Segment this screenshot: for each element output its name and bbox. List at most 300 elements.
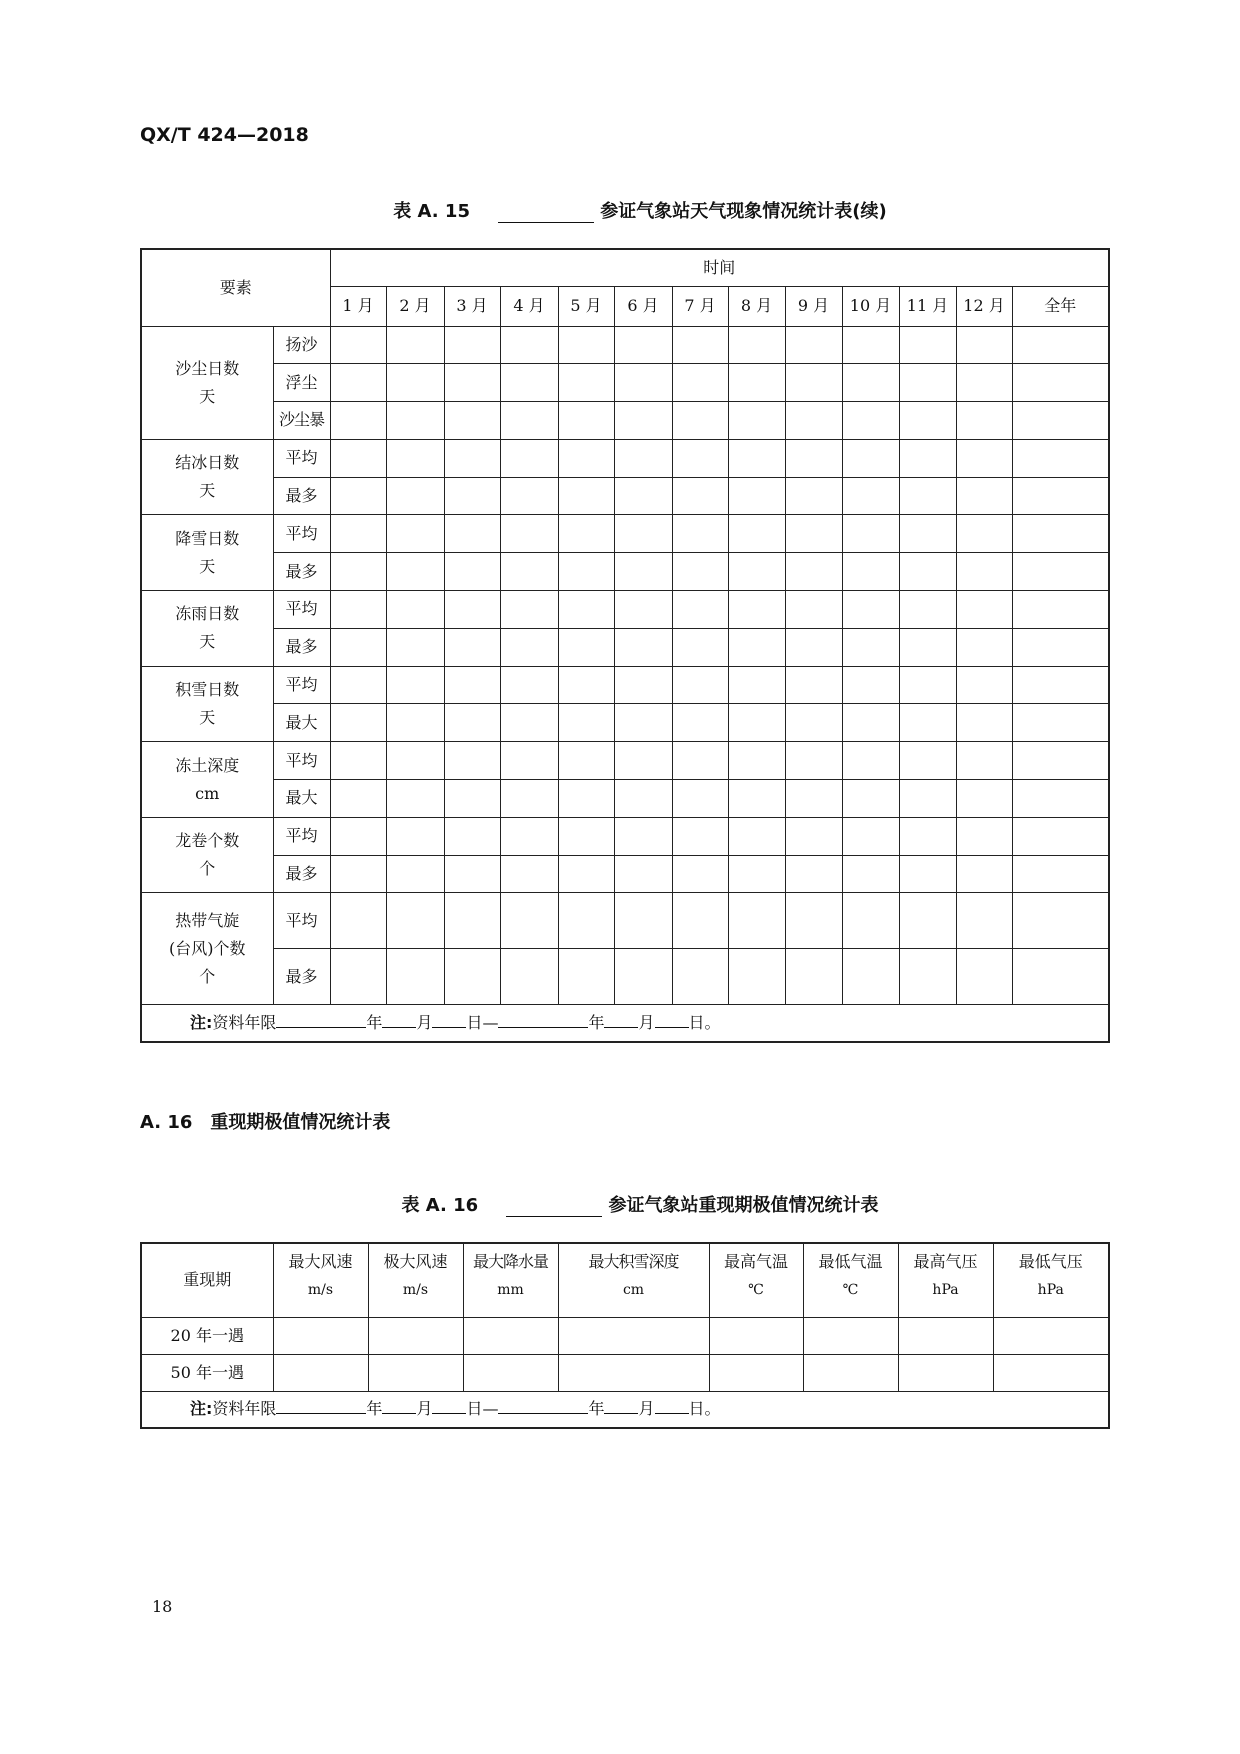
sub-element-label: 最多 <box>273 477 330 515</box>
data-cell[interactable] <box>463 1354 558 1391</box>
data-cell[interactable] <box>330 780 386 818</box>
data-cell[interactable] <box>842 553 899 591</box>
data-cell[interactable] <box>956 591 1012 629</box>
data-cell[interactable] <box>1012 553 1109 591</box>
data-cell[interactable] <box>614 553 672 591</box>
data-cell[interactable] <box>1012 326 1109 364</box>
data-cell[interactable] <box>1012 477 1109 515</box>
data-cell[interactable] <box>614 893 672 949</box>
data-cell[interactable] <box>709 1354 803 1391</box>
month-header: 全年 <box>1012 286 1109 326</box>
data-cell[interactable] <box>899 515 956 553</box>
data-cell[interactable] <box>273 1354 368 1391</box>
data-cell[interactable] <box>956 742 1012 780</box>
element-label-line: 冻土深度 <box>175 755 240 775</box>
table-row <box>141 326 1109 364</box>
data-cell[interactable] <box>672 439 728 477</box>
column-header <box>463 1243 558 1317</box>
data-cell[interactable] <box>785 780 842 818</box>
month-header: 3 月 <box>444 286 500 326</box>
data-cell[interactable] <box>672 364 728 402</box>
data-cell[interactable] <box>899 893 956 949</box>
data-cell[interactable] <box>1012 855 1109 893</box>
data-cell[interactable] <box>842 817 899 855</box>
data-cell[interactable] <box>558 515 614 553</box>
data-cell[interactable] <box>956 402 1012 440</box>
column-header <box>273 1243 368 1317</box>
caption-title: 参证气象站天气现象情况统计表(续) <box>600 201 887 222</box>
table-row <box>141 628 1109 666</box>
column-header <box>558 1243 709 1317</box>
element-label-line: 天 <box>199 632 216 652</box>
data-cell[interactable] <box>956 628 1012 666</box>
data-cell[interactable] <box>330 704 386 742</box>
data-cell[interactable] <box>558 402 614 440</box>
data-cell[interactable] <box>672 402 728 440</box>
data-cell[interactable] <box>1012 817 1109 855</box>
blank-field <box>655 1011 689 1028</box>
data-cell[interactable] <box>672 591 728 629</box>
data-cell[interactable] <box>386 780 444 818</box>
data-cell[interactable] <box>330 893 386 949</box>
data-cell[interactable] <box>785 949 842 1005</box>
data-cell[interactable] <box>842 893 899 949</box>
data-cell[interactable] <box>728 949 785 1005</box>
data-cell[interactable] <box>899 364 956 402</box>
sub-element-label: 平均 <box>273 591 330 629</box>
data-cell[interactable] <box>330 817 386 855</box>
month-header: 11 月 <box>899 286 956 326</box>
data-cell[interactable] <box>956 515 1012 553</box>
data-cell[interactable] <box>842 628 899 666</box>
data-cell[interactable] <box>444 515 500 553</box>
data-cell[interactable] <box>386 817 444 855</box>
sub-element-label: 平均 <box>273 893 330 949</box>
data-cell[interactable] <box>444 591 500 629</box>
data-cell[interactable] <box>956 893 1012 949</box>
element-label-line: 天 <box>199 707 216 727</box>
data-cell[interactable] <box>672 628 728 666</box>
sub-element-label: 扬沙 <box>273 326 330 364</box>
data-cell[interactable] <box>842 780 899 818</box>
table-row <box>141 855 1109 893</box>
month-header: 12 月 <box>956 286 1012 326</box>
blank-field <box>382 1397 416 1414</box>
data-cell[interactable] <box>728 515 785 553</box>
data-cell[interactable] <box>728 855 785 893</box>
data-cell[interactable] <box>672 477 728 515</box>
table-a16-caption <box>0 1191 1240 1217</box>
data-cell[interactable] <box>728 553 785 591</box>
data-cell[interactable] <box>386 326 444 364</box>
data-cell[interactable] <box>842 704 899 742</box>
data-cell[interactable] <box>444 949 500 1005</box>
data-cell[interactable] <box>614 742 672 780</box>
data-cell[interactable] <box>330 326 386 364</box>
column-header <box>993 1243 1109 1317</box>
data-cell[interactable] <box>728 780 785 818</box>
month-header: 5 月 <box>558 286 614 326</box>
data-cell[interactable] <box>614 949 672 1005</box>
data-cell[interactable] <box>899 326 956 364</box>
sub-element-label: 平均 <box>273 515 330 553</box>
element-label <box>141 817 273 893</box>
data-cell[interactable] <box>558 326 614 364</box>
data-cell[interactable] <box>956 364 1012 402</box>
data-cell[interactable] <box>842 364 899 402</box>
data-cell[interactable] <box>368 1354 463 1391</box>
data-cell[interactable] <box>785 326 842 364</box>
element-label <box>141 439 273 515</box>
return-period-label: 50 年一遇 <box>141 1354 273 1391</box>
data-cell[interactable] <box>500 780 558 818</box>
data-cell[interactable] <box>672 553 728 591</box>
column-name: 最高气压 <box>913 1252 978 1271</box>
data-cell[interactable] <box>956 666 1012 704</box>
data-cell[interactable] <box>899 553 956 591</box>
data-cell[interactable] <box>386 364 444 402</box>
data-cell[interactable] <box>785 742 842 780</box>
data-cell[interactable] <box>444 704 500 742</box>
data-cell[interactable] <box>1012 439 1109 477</box>
data-cell[interactable] <box>785 477 842 515</box>
data-cell[interactable] <box>444 364 500 402</box>
data-cell[interactable] <box>803 1317 898 1354</box>
data-cell[interactable] <box>330 949 386 1005</box>
data-cell[interactable] <box>728 817 785 855</box>
column-unit: hPa <box>1037 1282 1064 1298</box>
data-cell[interactable] <box>672 817 728 855</box>
data-cell[interactable] <box>728 402 785 440</box>
data-cell[interactable] <box>500 515 558 553</box>
data-cell[interactable] <box>386 666 444 704</box>
data-cell[interactable] <box>386 855 444 893</box>
data-cell[interactable] <box>785 666 842 704</box>
data-cell[interactable] <box>1012 780 1109 818</box>
data-cell[interactable] <box>898 1317 993 1354</box>
data-cell[interactable] <box>785 591 842 629</box>
data-cell[interactable] <box>728 893 785 949</box>
data-cell[interactable] <box>993 1354 1109 1391</box>
data-cell[interactable] <box>500 402 558 440</box>
data-cell[interactable] <box>899 402 956 440</box>
data-cell[interactable] <box>444 402 500 440</box>
data-cell[interactable] <box>728 439 785 477</box>
data-cell[interactable] <box>1012 666 1109 704</box>
data-cell[interactable] <box>500 553 558 591</box>
data-cell[interactable] <box>614 326 672 364</box>
data-cell[interactable] <box>500 591 558 629</box>
section-number: A. 16 <box>140 1112 193 1133</box>
page-number: 18 <box>152 1597 173 1616</box>
element-label-line: 天 <box>199 481 216 501</box>
data-cell[interactable] <box>500 893 558 949</box>
table-row <box>141 515 1109 553</box>
data-cell[interactable] <box>444 855 500 893</box>
data-cell[interactable] <box>899 477 956 515</box>
data-cell[interactable] <box>672 893 728 949</box>
data-cell[interactable] <box>386 742 444 780</box>
data-cell[interactable] <box>899 780 956 818</box>
data-cell[interactable] <box>1012 591 1109 629</box>
data-cell[interactable] <box>500 364 558 402</box>
data-cell[interactable] <box>330 364 386 402</box>
note-day: 日。 <box>688 1013 721 1033</box>
data-cell[interactable] <box>956 949 1012 1005</box>
data-cell[interactable] <box>444 628 500 666</box>
data-cell[interactable] <box>558 855 614 893</box>
data-cell[interactable] <box>728 477 785 515</box>
data-cell[interactable] <box>956 780 1012 818</box>
data-cell[interactable] <box>500 817 558 855</box>
element-label <box>141 742 273 818</box>
data-cell[interactable] <box>330 591 386 629</box>
data-cell[interactable] <box>785 515 842 553</box>
sub-element-label: 平均 <box>273 666 330 704</box>
data-cell[interactable] <box>614 628 672 666</box>
data-cell[interactable] <box>672 780 728 818</box>
data-cell[interactable] <box>614 817 672 855</box>
data-cell[interactable] <box>899 439 956 477</box>
data-cell[interactable] <box>558 780 614 818</box>
data-cell[interactable] <box>785 402 842 440</box>
data-cell[interactable] <box>558 742 614 780</box>
data-cell[interactable] <box>386 477 444 515</box>
sub-element-label: 平均 <box>273 439 330 477</box>
data-cell[interactable] <box>1012 628 1109 666</box>
column-unit: hPa <box>932 1282 959 1298</box>
data-cell[interactable] <box>614 515 672 553</box>
data-cell[interactable] <box>444 817 500 855</box>
month-header: 1 月 <box>330 286 386 326</box>
data-cell[interactable] <box>803 1354 898 1391</box>
sub-element-label: 最多 <box>273 855 330 893</box>
element-label-line: 天 <box>199 386 216 406</box>
data-cell[interactable] <box>444 553 500 591</box>
data-cell[interactable] <box>444 893 500 949</box>
data-cell[interactable] <box>330 553 386 591</box>
data-cell[interactable] <box>899 628 956 666</box>
data-cell[interactable] <box>709 1317 803 1354</box>
data-cell[interactable] <box>842 591 899 629</box>
data-cell[interactable] <box>444 439 500 477</box>
data-cell[interactable] <box>444 477 500 515</box>
data-cell[interactable] <box>444 742 500 780</box>
data-cell[interactable] <box>558 1354 709 1391</box>
data-cell[interactable] <box>842 666 899 704</box>
column-header <box>803 1243 898 1317</box>
data-cell[interactable] <box>672 515 728 553</box>
data-cell[interactable] <box>614 855 672 893</box>
data-cell[interactable] <box>785 817 842 855</box>
column-name: 最低气压 <box>1018 1252 1083 1271</box>
table-row <box>141 817 1109 855</box>
data-cell[interactable] <box>899 591 956 629</box>
note-row <box>141 1005 1109 1042</box>
data-cell[interactable] <box>558 477 614 515</box>
data-cell[interactable] <box>558 591 614 629</box>
data-cell[interactable] <box>842 742 899 780</box>
data-cell[interactable] <box>672 949 728 1005</box>
data-cell[interactable] <box>1012 515 1109 553</box>
data-cell[interactable] <box>330 666 386 704</box>
data-cell[interactable] <box>558 553 614 591</box>
element-label-line: 沙尘日数 <box>175 358 240 378</box>
data-cell[interactable] <box>785 364 842 402</box>
data-cell[interactable] <box>956 553 1012 591</box>
data-cell[interactable] <box>785 439 842 477</box>
data-cell[interactable] <box>500 855 558 893</box>
data-cell[interactable] <box>500 666 558 704</box>
data-cell[interactable] <box>463 1317 558 1354</box>
caption-title: 参证气象站重现期极值情况统计表 <box>608 1195 879 1216</box>
data-cell[interactable] <box>444 666 500 704</box>
data-cell[interactable] <box>956 704 1012 742</box>
data-cell[interactable] <box>558 704 614 742</box>
table-row <box>141 893 1109 949</box>
data-cell[interactable] <box>330 439 386 477</box>
month-header: 9 月 <box>785 286 842 326</box>
data-cell[interactable] <box>558 893 614 949</box>
station-name-blank <box>498 204 594 223</box>
data-cell[interactable] <box>500 704 558 742</box>
data-cell[interactable] <box>330 477 386 515</box>
sub-element-label: 最大 <box>273 780 330 818</box>
data-cell[interactable] <box>728 628 785 666</box>
data-cell[interactable] <box>728 326 785 364</box>
data-cell[interactable] <box>899 817 956 855</box>
data-cell[interactable] <box>500 477 558 515</box>
data-cell[interactable] <box>614 591 672 629</box>
data-cell[interactable] <box>558 364 614 402</box>
data-cell[interactable] <box>330 742 386 780</box>
data-cell[interactable] <box>956 439 1012 477</box>
data-cell[interactable] <box>672 742 728 780</box>
header-time: 时间 <box>330 249 1109 286</box>
data-cell[interactable] <box>330 402 386 440</box>
data-cell[interactable] <box>1012 402 1109 440</box>
data-cell[interactable] <box>614 439 672 477</box>
data-cell[interactable] <box>842 515 899 553</box>
data-cell[interactable] <box>368 1317 463 1354</box>
data-cell[interactable] <box>898 1354 993 1391</box>
data-cell[interactable] <box>386 893 444 949</box>
section-title: 重现期极值情况统计表 <box>210 1112 391 1133</box>
data-cell[interactable] <box>842 477 899 515</box>
data-cell[interactable] <box>500 742 558 780</box>
data-cell[interactable] <box>842 402 899 440</box>
data-cell[interactable] <box>558 439 614 477</box>
data-cell[interactable] <box>842 439 899 477</box>
data-cell[interactable] <box>614 364 672 402</box>
note-day: 日。 <box>688 1399 721 1419</box>
data-cell[interactable] <box>728 364 785 402</box>
data-cell[interactable] <box>558 666 614 704</box>
data-cell[interactable] <box>444 326 500 364</box>
data-cell[interactable] <box>956 855 1012 893</box>
note-month: 月 <box>638 1399 655 1419</box>
data-cell[interactable] <box>1012 742 1109 780</box>
data-cell[interactable] <box>728 591 785 629</box>
data-cell[interactable] <box>899 949 956 1005</box>
data-cell[interactable] <box>899 742 956 780</box>
data-cell[interactable] <box>956 817 1012 855</box>
data-cell[interactable] <box>785 855 842 893</box>
data-cell[interactable] <box>1012 364 1109 402</box>
data-cell[interactable] <box>558 817 614 855</box>
table-row <box>141 666 1109 704</box>
data-cell[interactable] <box>614 704 672 742</box>
data-cell[interactable] <box>842 326 899 364</box>
data-cell[interactable] <box>614 402 672 440</box>
column-header <box>709 1243 803 1317</box>
data-cell[interactable] <box>386 949 444 1005</box>
data-cell[interactable] <box>728 704 785 742</box>
data-cell[interactable] <box>273 1317 368 1354</box>
element-label <box>141 893 273 1005</box>
data-cell[interactable] <box>728 666 785 704</box>
data-cell[interactable] <box>1012 949 1109 1005</box>
blank-field <box>655 1397 689 1414</box>
note-prefix: 注: <box>190 1399 213 1419</box>
data-cell[interactable] <box>899 855 956 893</box>
data-cell[interactable] <box>444 780 500 818</box>
data-cell[interactable] <box>614 477 672 515</box>
data-cell[interactable] <box>1012 704 1109 742</box>
data-cell[interactable] <box>785 893 842 949</box>
data-cell[interactable] <box>899 666 956 704</box>
data-cell[interactable] <box>330 855 386 893</box>
data-cell[interactable] <box>500 439 558 477</box>
data-cell[interactable] <box>558 628 614 666</box>
data-cell[interactable] <box>386 591 444 629</box>
data-cell[interactable] <box>842 855 899 893</box>
data-cell[interactable] <box>785 704 842 742</box>
data-cell[interactable] <box>672 704 728 742</box>
data-cell[interactable] <box>672 666 728 704</box>
data-cell[interactable] <box>386 704 444 742</box>
data-cell[interactable] <box>672 326 728 364</box>
data-cell[interactable] <box>785 628 842 666</box>
column-unit: m/s <box>307 1282 334 1298</box>
data-cell[interactable] <box>386 553 444 591</box>
data-cell[interactable] <box>956 326 1012 364</box>
data-cell[interactable] <box>842 949 899 1005</box>
data-cell[interactable] <box>1012 893 1109 949</box>
data-cell[interactable] <box>386 515 444 553</box>
data-cell[interactable] <box>956 477 1012 515</box>
data-cell[interactable] <box>386 439 444 477</box>
data-cell[interactable] <box>558 1317 709 1354</box>
data-cell[interactable] <box>728 742 785 780</box>
data-cell[interactable] <box>500 628 558 666</box>
data-cell[interactable] <box>672 855 728 893</box>
data-cell[interactable] <box>500 949 558 1005</box>
data-cell[interactable] <box>330 628 386 666</box>
data-cell[interactable] <box>993 1317 1109 1354</box>
data-cell[interactable] <box>558 949 614 1005</box>
data-cell[interactable] <box>500 326 558 364</box>
data-cell[interactable] <box>386 628 444 666</box>
data-cell[interactable] <box>386 402 444 440</box>
data-cell[interactable] <box>614 780 672 818</box>
data-cell[interactable] <box>330 515 386 553</box>
data-cell[interactable] <box>899 704 956 742</box>
month-header: 10 月 <box>842 286 899 326</box>
data-cell[interactable] <box>785 553 842 591</box>
data-cell[interactable] <box>614 666 672 704</box>
table-row <box>141 364 1109 402</box>
